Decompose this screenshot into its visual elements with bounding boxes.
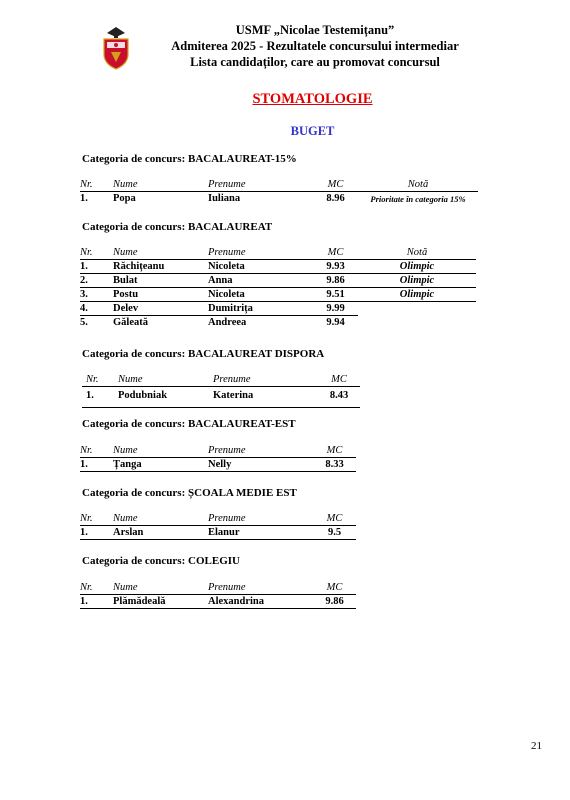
column-header-nr: Nr. (80, 246, 113, 260)
table-row: 1. Răchițeanu Nicoleta 9.93 Olimpic (80, 260, 476, 274)
category-heading: Categoria de concurs: BACALAUREAT DISPORA (82, 348, 325, 360)
column-header-mc: MC (313, 581, 356, 595)
table-row: 1. Țanga Nelly 8.33 (80, 458, 356, 472)
column-header-prenume: Prenume (208, 581, 313, 595)
column-header-nume: Nume (113, 512, 208, 526)
column-header-prenume: Prenume (208, 512, 313, 526)
candidates-table (82, 373, 360, 408)
column-header-nr: Nr. (80, 581, 113, 595)
candidates-table (80, 246, 476, 329)
category-heading: Categoria de concurs: BACALAUREAT-EST (82, 418, 296, 430)
column-header-prenume: Prenume (208, 246, 313, 260)
column-header-mc: MC (313, 178, 358, 192)
funding-title: BUGET (290, 124, 335, 138)
header-title: USMF „Nicolae Testemițanu” (235, 23, 395, 37)
column-header-nota: Notă (358, 178, 478, 192)
category-heading: Categoria de concurs: BACALAUREAT-15% (82, 153, 297, 165)
column-header-mc: MC (313, 246, 358, 260)
column-header-nume: Nume (113, 444, 208, 458)
column-header-nume: Nume (113, 178, 208, 192)
table-row: 1. Plămădeală Alexandrina 9.86 (80, 595, 356, 609)
table-row: 1. Popa Iuliana 8.96 Prioritate în categoria 15% (80, 193, 466, 204)
column-header-prenume: Prenume (208, 444, 313, 458)
table-row: 5. Găleată Andreea 9.94 (80, 317, 345, 328)
header-subtitle: Admiterea 2025 - Rezultatele concursului intermediar (171, 39, 459, 53)
table-row: 1. Arslan Elanur 9.5 (80, 526, 356, 540)
column-header-nume: Nume (118, 373, 213, 387)
column-header-nota: Notă (358, 246, 476, 260)
category-heading: Categoria de concurs: BACALAUREAT (82, 221, 273, 233)
document-header (0, 22, 570, 70)
column-header-nume: Nume (113, 246, 208, 260)
candidates-table (80, 178, 478, 205)
category-heading: Categoria de concurs: COLEGIU (82, 555, 240, 567)
column-header-prenume: Prenume (213, 373, 318, 387)
candidates-table (80, 581, 356, 609)
column-header-nr: Nr. (80, 178, 113, 192)
candidates-table (80, 444, 356, 472)
header-list-title: Lista candidaților, care au promovat concursul (190, 55, 440, 69)
column-header-mc: MC (313, 512, 356, 526)
table-row: 1. Podubniak Katerina 8.43 (82, 387, 360, 408)
column-header-nr: Nr. (80, 512, 113, 526)
column-header-mc: MC (318, 373, 360, 387)
university-crest-icon (101, 24, 131, 70)
category-heading: Categoria de concurs: ȘCOALA MEDIE EST (82, 487, 297, 499)
column-header-nr: Nr. (80, 444, 113, 458)
column-header-nume: Nume (113, 581, 208, 595)
faculty-title: STOMATOLOGIE (252, 91, 373, 107)
candidates-table (80, 512, 356, 540)
column-header-prenume: Prenume (208, 178, 313, 192)
column-header-nr: Nr. (82, 373, 118, 387)
column-header-mc: MC (313, 444, 356, 458)
table-row: 4. Delev Dumitrița 9.99 (80, 302, 476, 316)
page-number: 21 (531, 740, 542, 752)
table-row: 2. Bulat Anna 9.86 Olimpic (80, 274, 476, 288)
table-row: 3. Postu Nicoleta 9.51 Olimpic (80, 288, 476, 302)
